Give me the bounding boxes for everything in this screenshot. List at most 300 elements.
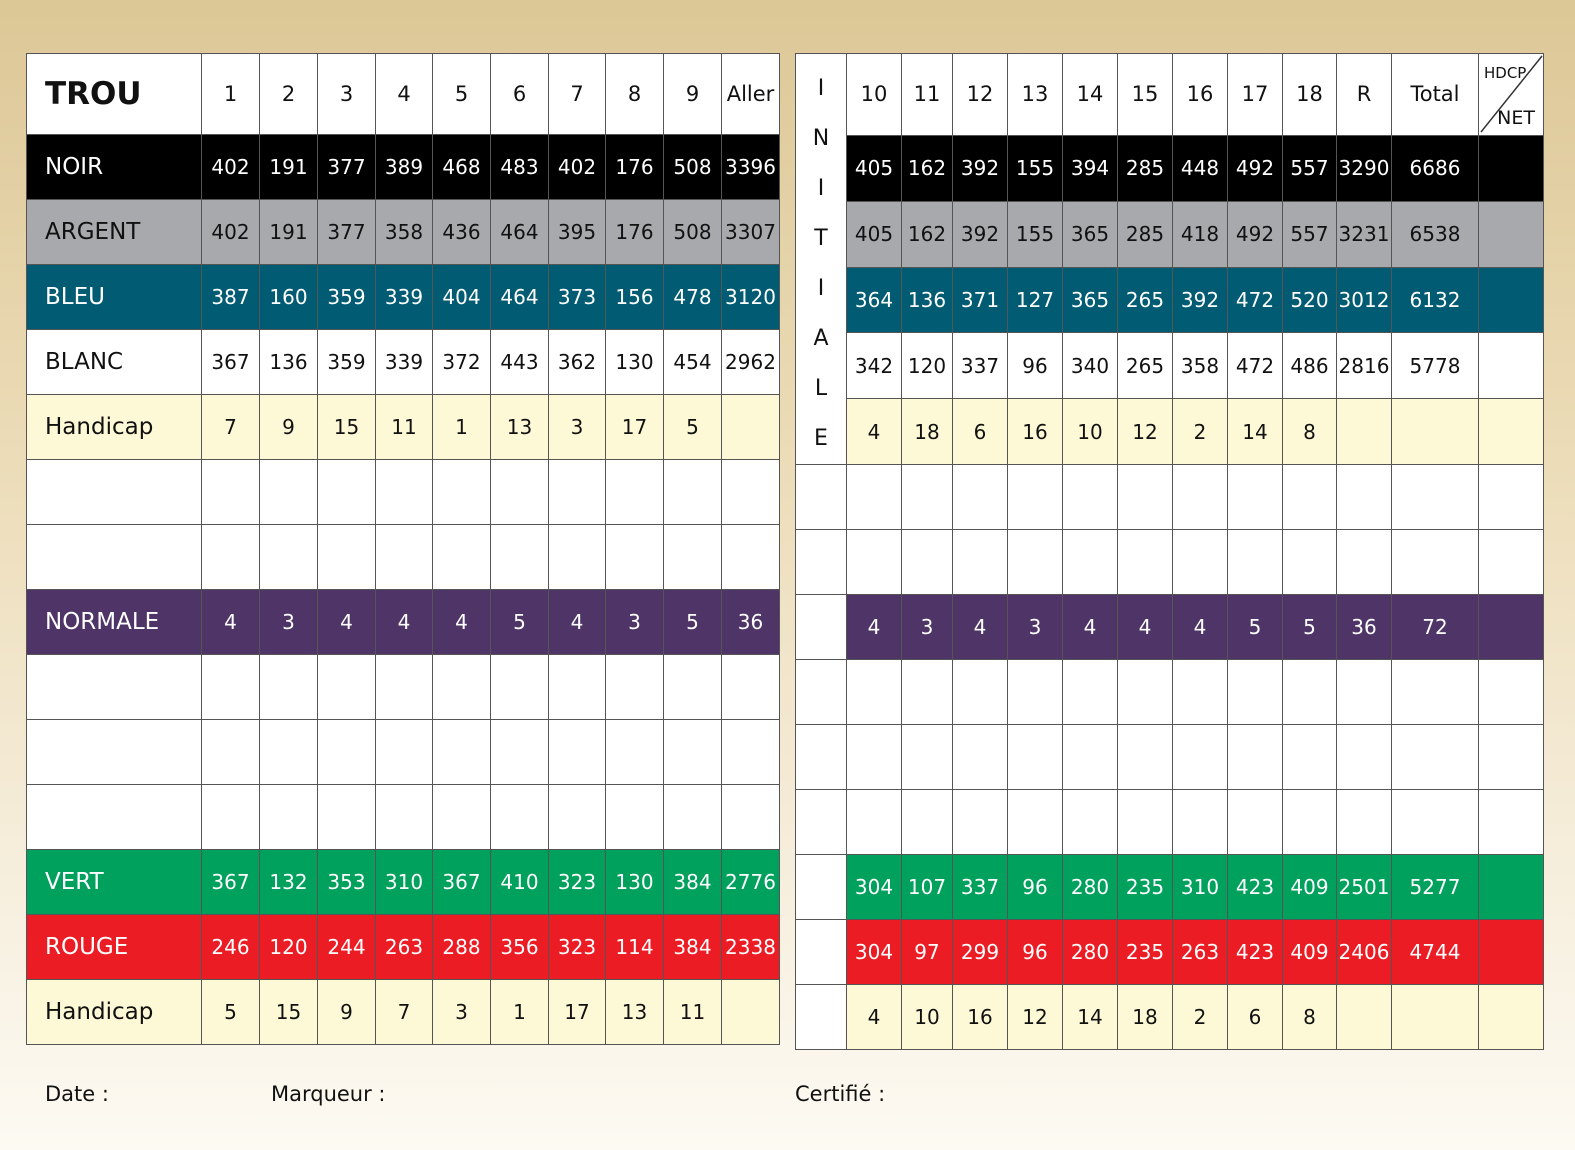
aller-total: 3120 bbox=[722, 265, 780, 330]
hdcp-net-cell[interactable] bbox=[1479, 267, 1544, 333]
blanc-label: BLANC bbox=[27, 330, 202, 395]
grand-total: 6686 bbox=[1392, 135, 1479, 201]
score-entry-cell[interactable] bbox=[318, 655, 376, 720]
yardage-cell: 299 bbox=[953, 920, 1008, 985]
score-entry-cell[interactable] bbox=[1008, 725, 1063, 790]
yardage-cell: 395 bbox=[549, 200, 606, 265]
grand-total: 4744 bbox=[1392, 920, 1479, 985]
aller-total: 36 bbox=[722, 590, 780, 655]
score-entry-cell[interactable] bbox=[1008, 660, 1063, 725]
hdcp-net-cell[interactable] bbox=[1479, 333, 1544, 399]
score-entry-cell[interactable] bbox=[202, 460, 260, 525]
yardage-cell: 96 bbox=[1008, 333, 1063, 399]
yardage-cell: 443 bbox=[491, 330, 549, 395]
grand-total: 6132 bbox=[1392, 267, 1479, 333]
yardage-cell: 235 bbox=[1118, 920, 1173, 985]
yardage-cell: 12 bbox=[1008, 985, 1063, 1050]
hole-number: 3 bbox=[318, 54, 376, 135]
yardage-cell: 4 bbox=[202, 590, 260, 655]
score-entry-cell[interactable] bbox=[433, 720, 491, 785]
retour-total: 2501 bbox=[1337, 855, 1392, 920]
score-entry-cell[interactable] bbox=[953, 725, 1008, 790]
aller-total: 2776 bbox=[722, 850, 780, 915]
yardage-cell: 18 bbox=[902, 399, 953, 465]
score-entry-cell[interactable] bbox=[664, 720, 722, 785]
vert-label: VERT bbox=[27, 850, 202, 915]
yardage-cell: 176 bbox=[606, 200, 664, 265]
score-entry-cell[interactable] bbox=[1008, 465, 1063, 530]
yardage-cell: 11 bbox=[664, 980, 722, 1045]
score-entry-cell[interactable] bbox=[902, 660, 953, 725]
score-entry-cell[interactable] bbox=[902, 725, 953, 790]
yardage-cell: 235 bbox=[1118, 855, 1173, 920]
retour-total: 2816 bbox=[1337, 333, 1392, 399]
score-entry-cell[interactable] bbox=[1228, 725, 1283, 790]
score-entry-cell[interactable] bbox=[902, 790, 953, 855]
front-vert-row bbox=[27, 850, 780, 915]
yardage-cell: 127 bbox=[1008, 267, 1063, 333]
yardage-cell: 2 bbox=[1173, 985, 1228, 1050]
noir-label: NOIR bbox=[27, 135, 202, 200]
yardage-cell: 371 bbox=[953, 267, 1008, 333]
score-entry-cell[interactable] bbox=[27, 785, 202, 850]
score-entry-cell[interactable] bbox=[491, 720, 549, 785]
hdcp-label: HDCP bbox=[1484, 64, 1527, 82]
score-entry-cell[interactable] bbox=[549, 720, 606, 785]
hole-number: 9 bbox=[664, 54, 722, 135]
yardage-cell: 244 bbox=[318, 915, 376, 980]
initiale-entry-cell[interactable] bbox=[796, 920, 847, 985]
yardage-cell: 384 bbox=[664, 850, 722, 915]
yardage-cell: 389 bbox=[376, 135, 433, 200]
score-entry-cell[interactable] bbox=[796, 530, 847, 595]
retour-total: 2406 bbox=[1337, 920, 1392, 985]
score-entry-cell[interactable] bbox=[1392, 465, 1479, 530]
score-entry-cell[interactable] bbox=[1118, 725, 1173, 790]
yardage-cell: 5 bbox=[664, 590, 722, 655]
front-argent-row bbox=[27, 200, 780, 265]
score-entry-cell[interactable] bbox=[1337, 465, 1392, 530]
score-entry-cell[interactable] bbox=[606, 720, 664, 785]
score-entry-cell[interactable] bbox=[1283, 790, 1337, 855]
front-noir-row bbox=[27, 135, 780, 200]
score-entry-cell[interactable] bbox=[1283, 530, 1337, 595]
score-entry-cell[interactable] bbox=[549, 655, 606, 720]
bleu-label: BLEU bbox=[27, 265, 202, 330]
back-bleu-row bbox=[796, 267, 1544, 333]
score-entry-cell[interactable] bbox=[722, 720, 780, 785]
score-entry-cell[interactable] bbox=[796, 725, 847, 790]
yardage-cell: 472 bbox=[1228, 267, 1283, 333]
score-entry-cell[interactable] bbox=[1479, 660, 1544, 725]
score-entry-cell[interactable] bbox=[796, 790, 847, 855]
yardage-cell: 492 bbox=[1228, 201, 1283, 267]
score-entry-cell[interactable] bbox=[1392, 725, 1479, 790]
back-hcp-row bbox=[796, 985, 1544, 1050]
score-entry-cell[interactable] bbox=[1008, 790, 1063, 855]
score-entry-cell[interactable] bbox=[1283, 465, 1337, 530]
score-entry-cell[interactable] bbox=[722, 655, 780, 720]
score-entry-cell[interactable] bbox=[1337, 530, 1392, 595]
score-entry-cell[interactable] bbox=[202, 720, 260, 785]
score-entry-cell[interactable] bbox=[953, 660, 1008, 725]
score-entry-cell[interactable] bbox=[318, 525, 376, 590]
initiale-entry-cell[interactable] bbox=[796, 855, 847, 920]
front-rouge-row bbox=[27, 915, 780, 980]
score-entry-cell[interactable] bbox=[1228, 465, 1283, 530]
trou-label: TROU bbox=[27, 54, 202, 135]
score-entry-cell[interactable] bbox=[1283, 660, 1337, 725]
hole-number: 10 bbox=[847, 54, 902, 136]
yardage-cell: 96 bbox=[1008, 920, 1063, 985]
yardage-cell: 2 bbox=[1173, 399, 1228, 465]
yardage-cell: 323 bbox=[549, 850, 606, 915]
score-entry-cell[interactable] bbox=[1173, 660, 1228, 725]
score-entry-cell[interactable] bbox=[549, 460, 606, 525]
yardage-cell: 15 bbox=[260, 980, 318, 1045]
yardage-cell: 4 bbox=[847, 399, 902, 465]
yardage-cell: 17 bbox=[549, 980, 606, 1045]
grand-total: 5277 bbox=[1392, 855, 1479, 920]
hole-number: 16 bbox=[1173, 54, 1228, 136]
score-entry-cell[interactable] bbox=[318, 785, 376, 850]
score-entry-cell[interactable] bbox=[27, 655, 202, 720]
hole-number: 15 bbox=[1118, 54, 1173, 136]
score-entry-cell[interactable] bbox=[722, 525, 780, 590]
back-score-row bbox=[796, 465, 1544, 530]
score-entry-cell[interactable] bbox=[1228, 530, 1283, 595]
hole-number: 12 bbox=[953, 54, 1008, 136]
score-entry-cell[interactable] bbox=[27, 525, 202, 590]
aller-total: 3307 bbox=[722, 200, 780, 265]
yardage-cell: 402 bbox=[202, 135, 260, 200]
score-entry-cell[interactable] bbox=[1008, 530, 1063, 595]
score-entry-cell[interactable] bbox=[549, 525, 606, 590]
yardage-cell: 4 bbox=[318, 590, 376, 655]
score-entry-cell[interactable] bbox=[491, 460, 549, 525]
yardage-cell: 15 bbox=[318, 395, 376, 460]
hole-number: 8 bbox=[606, 54, 664, 135]
score-entry-cell[interactable] bbox=[953, 790, 1008, 855]
yardage-cell: 280 bbox=[1063, 855, 1118, 920]
score-entry-cell[interactable] bbox=[1337, 725, 1392, 790]
front-score-row bbox=[27, 720, 780, 785]
score-entry-cell[interactable] bbox=[606, 655, 664, 720]
yardage-cell: 10 bbox=[902, 985, 953, 1050]
hole-number: 2 bbox=[260, 54, 318, 135]
yardage-cell: 310 bbox=[1173, 855, 1228, 920]
yardage-cell: 5 bbox=[491, 590, 549, 655]
yardage-cell: 454 bbox=[664, 330, 722, 395]
yardage-cell: 358 bbox=[1173, 333, 1228, 399]
score-entry-cell[interactable] bbox=[260, 460, 318, 525]
yardage-cell: 492 bbox=[1228, 135, 1283, 201]
score-entry-cell[interactable] bbox=[847, 725, 902, 790]
yardage-cell: 404 bbox=[433, 265, 491, 330]
retour-total: 3290 bbox=[1337, 135, 1392, 201]
score-entry-cell[interactable] bbox=[847, 660, 902, 725]
back-score-row bbox=[796, 530, 1544, 595]
score-entry-cell[interactable] bbox=[202, 655, 260, 720]
back-noir-row bbox=[796, 135, 1544, 201]
score-entry-cell[interactable] bbox=[1063, 660, 1118, 725]
score-entry-cell[interactable] bbox=[433, 525, 491, 590]
yardage-cell: 1 bbox=[491, 980, 549, 1045]
yardage-cell: 418 bbox=[1173, 201, 1228, 267]
yardage-cell: 9 bbox=[318, 980, 376, 1045]
yardage-cell: 3 bbox=[260, 590, 318, 655]
retour-total: 36 bbox=[1337, 595, 1392, 660]
score-entry-cell[interactable] bbox=[1479, 790, 1544, 855]
score-entry-cell[interactable] bbox=[1337, 660, 1392, 725]
yardage-cell: 12 bbox=[1118, 399, 1173, 465]
hdcp-net-cell[interactable] bbox=[1479, 135, 1544, 201]
grand-total bbox=[1392, 399, 1479, 465]
yardage-cell: 392 bbox=[1173, 267, 1228, 333]
back-nine-scorecard bbox=[795, 53, 1544, 1050]
yardage-cell: 14 bbox=[1063, 985, 1118, 1050]
normale-label: NORMALE bbox=[27, 590, 202, 655]
score-entry-cell[interactable] bbox=[202, 525, 260, 590]
score-entry-cell[interactable] bbox=[1337, 790, 1392, 855]
yardage-cell: 410 bbox=[491, 850, 549, 915]
rouge-label: ROUGE bbox=[27, 915, 202, 980]
hdcp-net-cell[interactable] bbox=[1479, 920, 1544, 985]
score-entry-cell[interactable] bbox=[433, 655, 491, 720]
score-entry-cell[interactable] bbox=[27, 460, 202, 525]
hdcp-net-cell[interactable] bbox=[1479, 985, 1544, 1050]
aller-total: 3396 bbox=[722, 135, 780, 200]
score-entry-cell[interactable] bbox=[1063, 465, 1118, 530]
score-entry-cell[interactable] bbox=[549, 785, 606, 850]
back-score-row bbox=[796, 725, 1544, 790]
score-entry-cell[interactable] bbox=[491, 655, 549, 720]
argent-label: ARGENT bbox=[27, 200, 202, 265]
yardage-cell: 310 bbox=[376, 850, 433, 915]
score-entry-cell[interactable] bbox=[902, 465, 953, 530]
yardage-cell: 160 bbox=[260, 265, 318, 330]
score-entry-cell[interactable] bbox=[606, 785, 664, 850]
marqueur-label: Marqueur : bbox=[271, 1082, 386, 1106]
date-label: Date : bbox=[45, 1082, 109, 1106]
front-header-row bbox=[27, 54, 780, 135]
total-label: Total bbox=[1392, 54, 1479, 136]
yardage-cell: 14 bbox=[1228, 399, 1283, 465]
score-entry-cell[interactable] bbox=[664, 785, 722, 850]
score-entry-cell[interactable] bbox=[376, 525, 433, 590]
yardage-cell: 508 bbox=[664, 200, 722, 265]
yardage-cell: 4 bbox=[1063, 595, 1118, 660]
front-hcp-row bbox=[27, 395, 780, 460]
back-score-row bbox=[796, 790, 1544, 855]
score-entry-cell[interactable] bbox=[1173, 530, 1228, 595]
score-entry-cell[interactable] bbox=[491, 785, 549, 850]
yardage-cell: 392 bbox=[953, 201, 1008, 267]
yardage-cell: 176 bbox=[606, 135, 664, 200]
score-entry-cell[interactable] bbox=[1118, 465, 1173, 530]
hdcp-net-cell[interactable] bbox=[1479, 595, 1544, 660]
yardage-cell: 16 bbox=[1008, 399, 1063, 465]
yardage-cell: 557 bbox=[1283, 135, 1337, 201]
front-score-row bbox=[27, 525, 780, 590]
score-entry-cell[interactable] bbox=[847, 790, 902, 855]
hdcp-net-header bbox=[1479, 54, 1544, 136]
score-entry-cell[interactable] bbox=[606, 525, 664, 590]
yardage-cell: 3 bbox=[433, 980, 491, 1045]
score-entry-cell[interactable] bbox=[1479, 725, 1544, 790]
yardage-cell: 486 bbox=[1283, 333, 1337, 399]
retour-label: R bbox=[1337, 54, 1392, 136]
yardage-cell: 162 bbox=[902, 135, 953, 201]
certifie-label: Certifié : bbox=[795, 1082, 886, 1106]
yardage-cell: 191 bbox=[260, 200, 318, 265]
yardage-cell: 367 bbox=[202, 850, 260, 915]
score-entry-cell[interactable] bbox=[260, 655, 318, 720]
score-entry-cell[interactable] bbox=[260, 785, 318, 850]
score-entry-cell[interactable] bbox=[796, 660, 847, 725]
hole-number: 14 bbox=[1063, 54, 1118, 136]
yardage-cell: 4 bbox=[847, 985, 902, 1050]
yardage-cell: 6 bbox=[1228, 985, 1283, 1050]
yardage-cell: 365 bbox=[1063, 201, 1118, 267]
score-entry-cell[interactable] bbox=[1392, 530, 1479, 595]
yardage-cell: 423 bbox=[1228, 855, 1283, 920]
hdcp-net-cell[interactable] bbox=[1479, 201, 1544, 267]
yardage-cell: 246 bbox=[202, 915, 260, 980]
score-entry-cell[interactable] bbox=[664, 655, 722, 720]
yardage-cell: 339 bbox=[376, 330, 433, 395]
yardage-cell: 288 bbox=[433, 915, 491, 980]
hdcp-net-cell[interactable] bbox=[1479, 855, 1544, 920]
score-entry-cell[interactable] bbox=[722, 460, 780, 525]
initiale-entry-cell[interactable] bbox=[796, 985, 847, 1050]
score-entry-cell[interactable] bbox=[318, 460, 376, 525]
score-entry-cell[interactable] bbox=[1228, 660, 1283, 725]
score-entry-cell[interactable] bbox=[796, 465, 847, 530]
score-entry-cell[interactable] bbox=[376, 720, 433, 785]
score-entry-cell[interactable] bbox=[260, 525, 318, 590]
yardage-cell: 8 bbox=[1283, 985, 1337, 1050]
aller-total bbox=[722, 395, 780, 460]
score-entry-cell[interactable] bbox=[606, 460, 664, 525]
yardage-cell: 468 bbox=[433, 135, 491, 200]
score-entry-cell[interactable] bbox=[1063, 790, 1118, 855]
hole-number: 18 bbox=[1283, 54, 1337, 136]
yardage-cell: 323 bbox=[549, 915, 606, 980]
yardage-cell: 365 bbox=[1063, 267, 1118, 333]
score-entry-cell[interactable] bbox=[1479, 465, 1544, 530]
grand-total: 72 bbox=[1392, 595, 1479, 660]
yardage-cell: 520 bbox=[1283, 267, 1337, 333]
score-entry-cell[interactable] bbox=[260, 720, 318, 785]
back-normale-row bbox=[796, 595, 1544, 660]
score-entry-cell[interactable] bbox=[433, 785, 491, 850]
score-entry-cell[interactable] bbox=[376, 655, 433, 720]
yardage-cell: 342 bbox=[847, 333, 902, 399]
yardage-cell: 405 bbox=[847, 201, 902, 267]
score-entry-cell[interactable] bbox=[847, 530, 902, 595]
yardage-cell: 387 bbox=[202, 265, 260, 330]
score-entry-cell[interactable] bbox=[847, 465, 902, 530]
yardage-cell: 5 bbox=[1228, 595, 1283, 660]
yardage-cell: 356 bbox=[491, 915, 549, 980]
score-entry-cell[interactable] bbox=[202, 785, 260, 850]
yardage-cell: 13 bbox=[491, 395, 549, 460]
score-entry-cell[interactable] bbox=[1283, 725, 1337, 790]
yardage-cell: 337 bbox=[953, 855, 1008, 920]
score-entry-cell[interactable] bbox=[1118, 790, 1173, 855]
yardage-cell: 359 bbox=[318, 330, 376, 395]
aller-total bbox=[722, 980, 780, 1045]
yardage-cell: 3 bbox=[549, 395, 606, 460]
score-entry-cell[interactable] bbox=[1392, 790, 1479, 855]
score-entry-cell[interactable] bbox=[318, 720, 376, 785]
yardage-cell: 17 bbox=[606, 395, 664, 460]
score-entry-cell[interactable] bbox=[1173, 725, 1228, 790]
yardage-cell: 353 bbox=[318, 850, 376, 915]
score-entry-cell[interactable] bbox=[1392, 660, 1479, 725]
score-entry-cell[interactable] bbox=[1479, 530, 1544, 595]
score-entry-cell[interactable] bbox=[1063, 725, 1118, 790]
yardage-cell: 265 bbox=[1118, 267, 1173, 333]
score-entry-cell[interactable] bbox=[27, 720, 202, 785]
score-entry-cell[interactable] bbox=[433, 460, 491, 525]
score-entry-cell[interactable] bbox=[1228, 790, 1283, 855]
yardage-cell: 155 bbox=[1008, 201, 1063, 267]
score-entry-cell[interactable] bbox=[902, 530, 953, 595]
yardage-cell: 436 bbox=[433, 200, 491, 265]
score-entry-cell[interactable] bbox=[664, 460, 722, 525]
net-label: NET bbox=[1497, 106, 1535, 129]
yardage-cell: 285 bbox=[1118, 201, 1173, 267]
yardage-cell: 5 bbox=[202, 980, 260, 1045]
score-entry-cell[interactable] bbox=[376, 460, 433, 525]
hdcp-net-cell[interactable] bbox=[1479, 399, 1544, 465]
yardage-cell: 377 bbox=[318, 135, 376, 200]
yardage-cell: 304 bbox=[847, 855, 902, 920]
yardage-cell: 265 bbox=[1118, 333, 1173, 399]
score-entry-cell[interactable] bbox=[1173, 790, 1228, 855]
yardage-cell: 156 bbox=[606, 265, 664, 330]
retour-total: 3012 bbox=[1337, 267, 1392, 333]
score-entry-cell[interactable] bbox=[1063, 530, 1118, 595]
initiale-entry-cell[interactable] bbox=[796, 595, 847, 660]
score-entry-cell[interactable] bbox=[722, 785, 780, 850]
yardage-cell: 464 bbox=[491, 265, 549, 330]
yardage-cell: 464 bbox=[491, 200, 549, 265]
yardage-cell: 304 bbox=[847, 920, 902, 985]
yardage-cell: 6 bbox=[953, 399, 1008, 465]
score-entry-cell[interactable] bbox=[953, 530, 1008, 595]
score-entry-cell[interactable] bbox=[491, 525, 549, 590]
yardage-cell: 10 bbox=[1063, 399, 1118, 465]
yardage-cell: 409 bbox=[1283, 855, 1337, 920]
yardage-cell: 423 bbox=[1228, 920, 1283, 985]
score-entry-cell[interactable] bbox=[1118, 660, 1173, 725]
score-entry-cell[interactable] bbox=[953, 465, 1008, 530]
score-entry-cell[interactable] bbox=[664, 525, 722, 590]
yardage-cell: 358 bbox=[376, 200, 433, 265]
initiale-letter: N bbox=[812, 126, 830, 151]
score-entry-cell[interactable] bbox=[1118, 530, 1173, 595]
yardage-cell: 191 bbox=[260, 135, 318, 200]
retour-total bbox=[1337, 399, 1392, 465]
yardage-cell: 402 bbox=[202, 200, 260, 265]
yardage-cell: 120 bbox=[260, 915, 318, 980]
score-entry-cell[interactable] bbox=[376, 785, 433, 850]
hole-number: 1 bbox=[202, 54, 260, 135]
score-entry-cell[interactable] bbox=[1173, 465, 1228, 530]
